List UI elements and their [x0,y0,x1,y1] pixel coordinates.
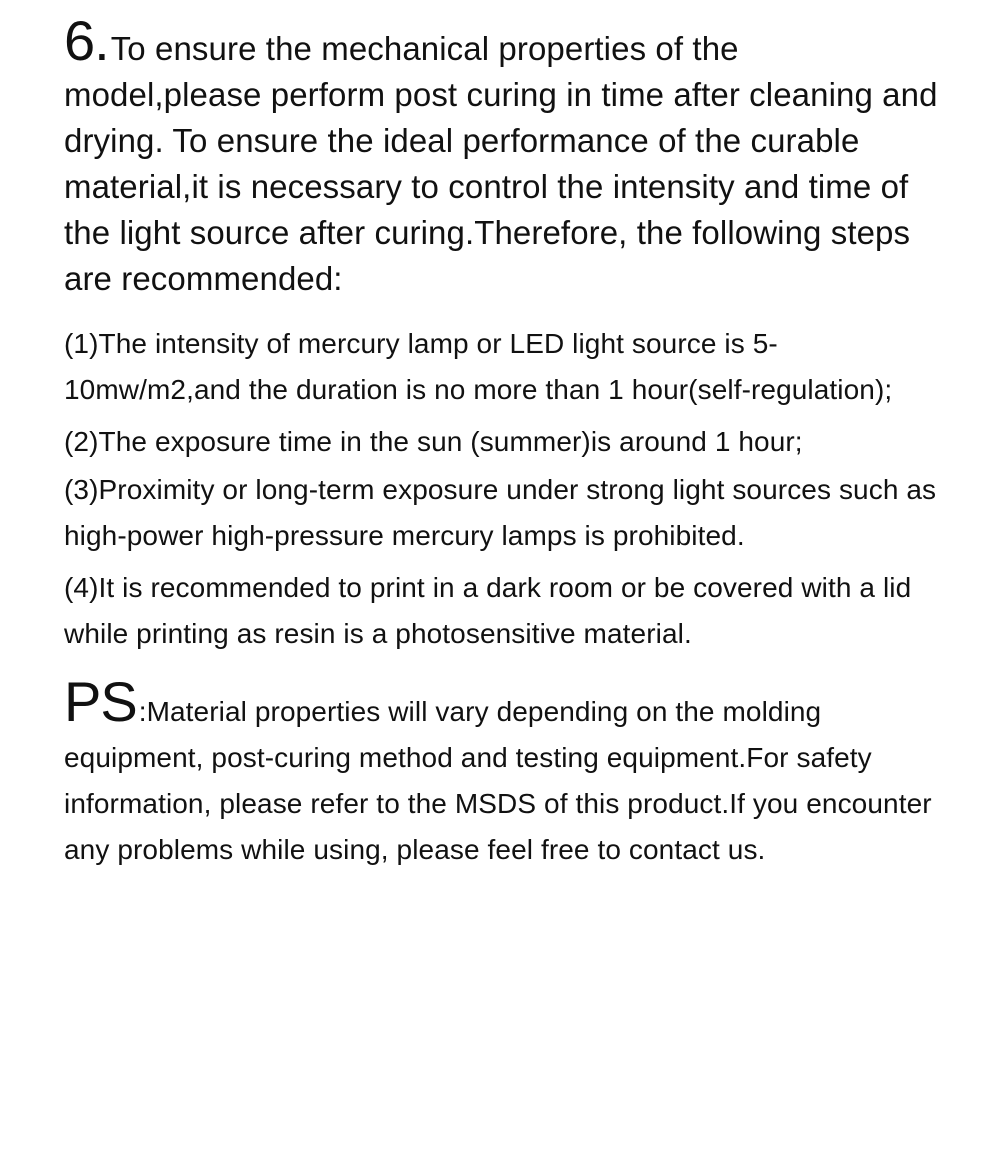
ps-label: PS [64,670,137,733]
step-3: (3)Proximity or long-term exposure under strong light sources such as high-power high-pressure mercury lamps is prohibited. [64,474,937,551]
ps-text: :Material properties will vary depending on the molding equipment, post-curing method and testing equipment.For safety information, please refer to the MSDS of this product.If you encounter any problems while using, please feel free to contact us. [64,696,932,865]
document-page [64,9,944,901]
section-intro-text: To ensure the mechanical properties of the model,please perform post curing in time after cleaning and drying. To ensure the ideal performance of the curable material,it is necessary to control the intensity and time of the light source after curing.Therefore, the following steps are recommended: [64,30,938,297]
section-intro [64,9,944,302]
ps-note [64,670,944,873]
step-1: (1)The intensity of mercury lamp or LED light source is 5-10mw/m2,and the duration is no more than 1 hour(self-regulation); [64,328,893,405]
steps-list [64,321,944,657]
section-number: 6. [64,9,109,72]
step-4: (4)It is recommended to print in a dark room or be covered with a lid while printing as resin is a photosensitive material. [64,572,912,649]
step-2: (2)The exposure time in the sun (summer)is around 1 hour; [64,426,803,457]
